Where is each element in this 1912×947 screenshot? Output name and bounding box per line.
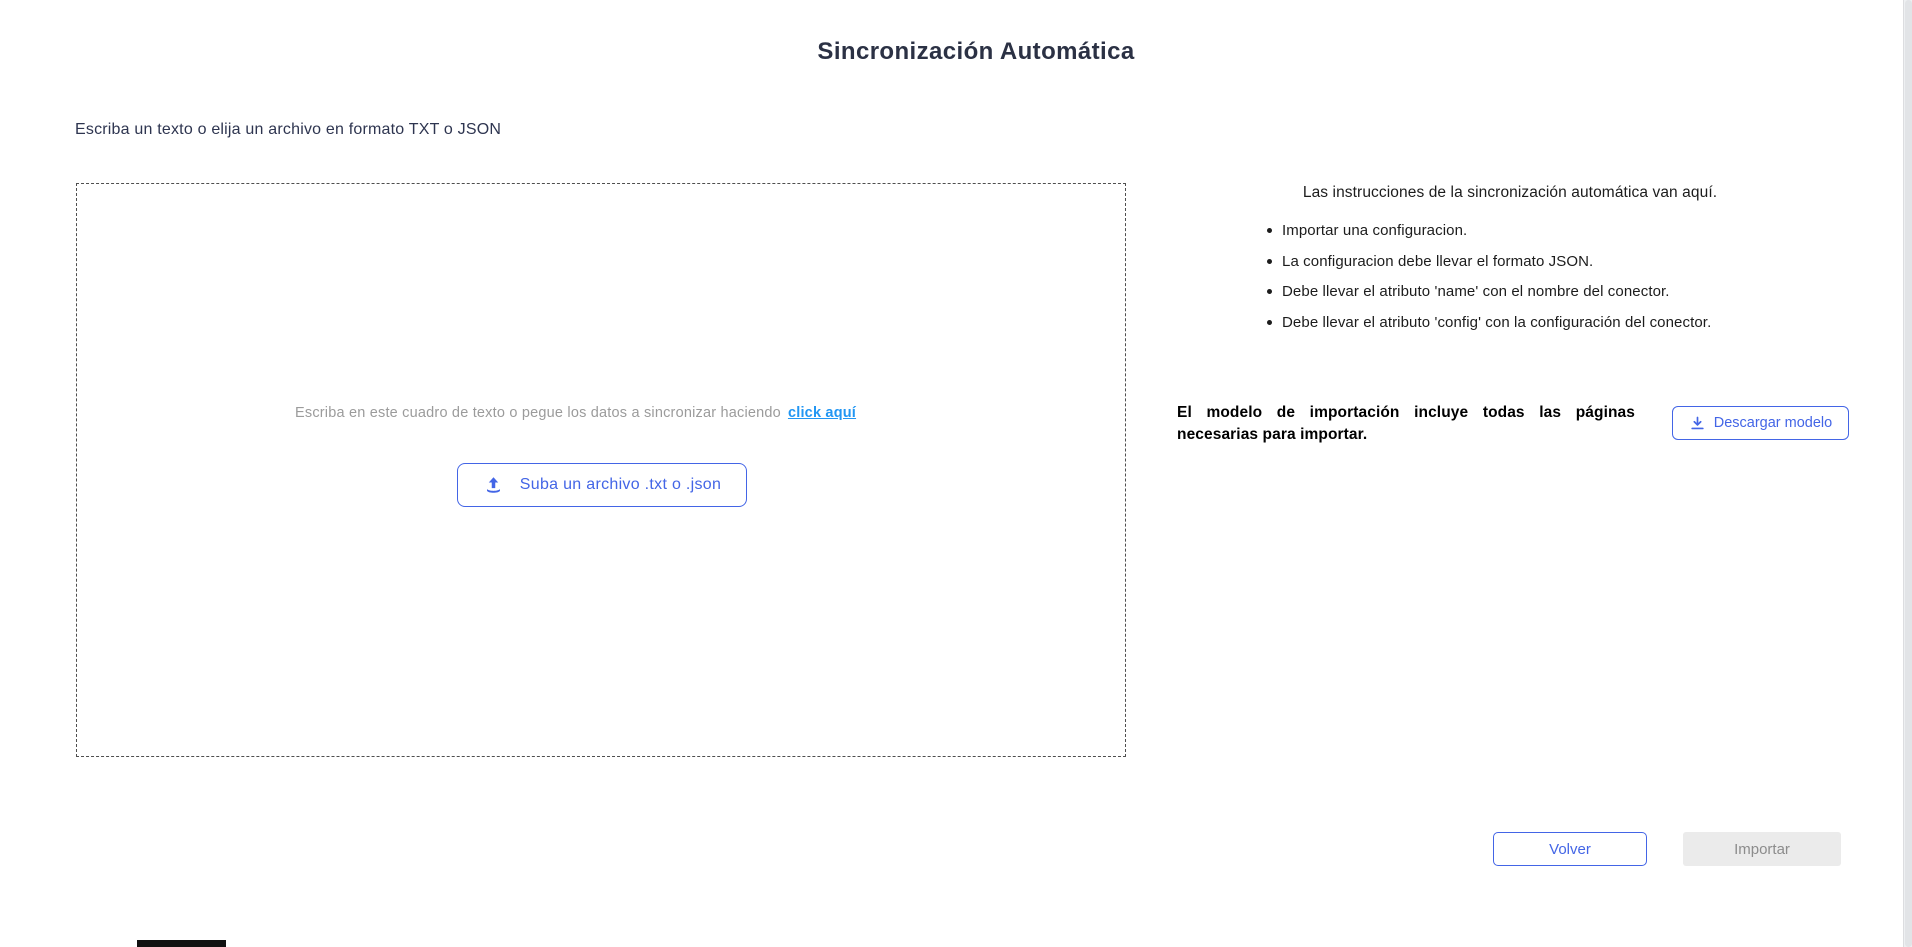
upload-file-button[interactable] [457,463,747,507]
back-button[interactable]: Volver [1493,832,1647,866]
upload-icon [483,475,504,496]
model-description: El modelo de importación incluye todas las páginas necesarias para importar. [1177,404,1635,443]
dropzone-prompt [295,405,856,421]
download-model-button[interactable] [1672,406,1849,440]
import-button[interactable]: Importar [1683,832,1841,866]
dropzone-prompt-text: Escriba en este cuadro de texto o pegue los datos a sincronizar haciendo [295,405,781,421]
instruction-item: Debe llevar el atributo 'name' con el nombre del conector. [1267,283,1787,300]
download-button-label: Descargar modelo [1713,415,1833,431]
upload-button-label: Suba un archivo .txt o .json [519,476,722,493]
bottom-edge-bar [137,940,226,947]
scrollbar-track[interactable] [1903,0,1912,947]
instructions-list [1267,222,1787,344]
instructions-heading: Las instrucciones de la sincronización automática van aquí. [1302,184,1718,201]
scrollbar-thumb[interactable] [1905,0,1912,947]
click-here-link[interactable]: click aquí [787,405,857,421]
download-icon [1689,415,1706,432]
instruction-item: La configuracion debe llevar el formato JSON. [1267,253,1787,270]
page-title: Sincronización Automática [817,38,1135,65]
page-subtitle: Escriba un texto o elija un archivo en formato TXT o JSON [75,121,502,138]
instruction-item: Importar una configuracion. [1267,222,1787,239]
instruction-item: Debe llevar el atributo 'config' con la configuración del conector. [1267,314,1787,331]
